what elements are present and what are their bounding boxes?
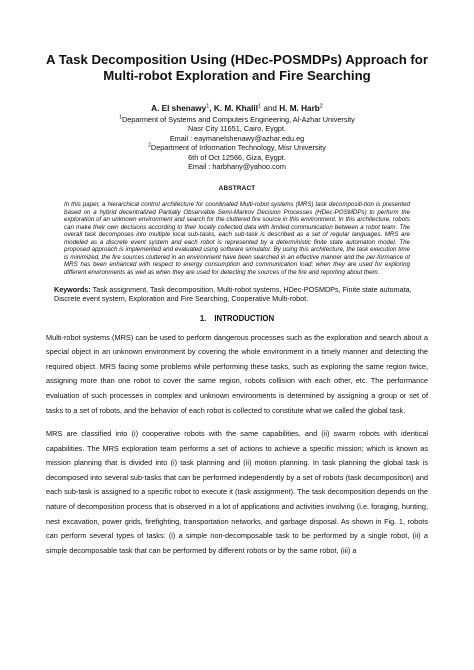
section-heading bbox=[46, 314, 428, 323]
keywords bbox=[54, 285, 420, 303]
affiliation-text: 6th of Oct 12566, Giza, Eygpt. bbox=[188, 152, 286, 162]
affiliation-text: Email : harbhany@yahoo.com bbox=[188, 162, 286, 172]
section-number: 1. bbox=[199, 313, 207, 323]
affiliation-text: Email : eaymanelshenawy@azhar.edu.eg bbox=[169, 133, 305, 143]
keywords-text: Task assignment, Task decomposition, Multi-robot systems, HDec-POSMDPs, Finite state automata, Discrete event system, Exploration and Fire Searching, Cooperative Multi-robot. bbox=[54, 284, 412, 303]
affiliation-text: Deparment of Systems and Computers Engineering, Al-Azhar University bbox=[121, 114, 355, 124]
author-sup: 1 bbox=[257, 103, 262, 110]
paper-title: A Task Decomposition Using (HDec-POSMDPs) Approach for Multi-robot Exploration and Fire Searching bbox=[46, 52, 428, 83]
affiliation-text: Department of Information Technology, Misr University bbox=[150, 143, 326, 153]
body-paragraph: Multi-robot systems (MRS) can be used to perform dangerous processes such as the exploration and search about a special object in an unknown environment by covering the whole environment in a timely manner and detecting the required object. MRS facing some problems while performing these tasks, such as exploring the same region twice, assigning more than one robot to cover the same region, robots collision with each other, etc. The performance evaluation of such processes in complex and unknown environments is determined by assigning a group or set of tasks to a set of robots, and the behavior of each robot is collected to constitute what we called the global task. bbox=[46, 332, 428, 415]
author-separator: , bbox=[209, 104, 214, 113]
affiliation-line bbox=[46, 143, 428, 153]
author-name: H. M. Harb bbox=[279, 104, 320, 113]
affiliations bbox=[46, 115, 428, 173]
author-sup: 1 bbox=[206, 103, 210, 110]
affiliation-email bbox=[46, 162, 428, 172]
keywords-label: Keywords: bbox=[54, 284, 91, 294]
abstract-heading: ABSTRACT bbox=[218, 185, 256, 193]
author-sup: 2 bbox=[319, 103, 323, 110]
affiliation-line bbox=[46, 115, 428, 125]
abstract-body: In this paper, a hierarchical control architecture for coordinated Multi-robot systems (MRS) task decompositi-tion is presented based on a hybrid decentralized Partially Observable Semi-Markov Decision Processes (HDec-POSMDPs) to perform the exploration of an unknown environment and search for the cluttered fire source in this environment. In this architecture, robots can make their own decisions according to their locally collected data with limited communication between a robot team. The overall task decomposes into multiple local sub-tasks, each sub-task is described as a set of regular languages. MRS are modeled as a discrete event system and each robot is represented by a deterministic finite state automaton model. The proposed approach is implemented and evaluated using software simulator. By using this architecture, the task execution time is minimized, the fire sources cluttered in an environment have been searched in an effective manner and the per-formance of MRS has been enhanced with respect to energy consumption and communication load; when they are used for exploring different environments as well as when they are used for detecting the sources of the fire and reporting about them. bbox=[64, 201, 410, 276]
affiliation-line bbox=[46, 153, 428, 163]
affiliation-email bbox=[46, 134, 428, 144]
body-paragraph: MRS are classified into (i) cooperative robots with the same capabilities, and (ii) swarm robots with identical capabilities. The MRS exploration team performs a set of actions to achieve a specific mission; which is known as mission planning that is divided into (i) task planning and (ii) motion planning. In task planning the global task is decomposed into several sub-tasks that can be performed independently by a set of robots (task decomposition) and each sub-task is assigned to a specific robot to execute it (task assignment). The task decomposition depends on the nature of decomposition process that is observed in a lot of applications and activities involving (i.e. foraging, hunting, nest excavation, power grids, firefighting, transportation networks, and garbage disposal. As shown in Fig. 1, robots can perform several types of tasks: (i) a simple non-decomposable task to be performed by a single robot, (ii) a simple decomposable task that can be performed by different robots or by the same robot, (iii) a bbox=[46, 429, 428, 555]
affiliation-sup: 1 bbox=[119, 114, 122, 121]
author-name: A. El shenawy bbox=[151, 104, 207, 113]
affiliation-line bbox=[46, 124, 428, 134]
affiliation-sup: 2 bbox=[148, 142, 151, 149]
affiliation-text: Nasr City 11651, Cairo, Eygpt. bbox=[187, 124, 286, 134]
author-separator: and bbox=[261, 104, 280, 113]
author-list bbox=[46, 104, 428, 115]
author-name: K. M. Khalil bbox=[213, 104, 258, 113]
section-title: INTRODUCTION bbox=[214, 313, 275, 323]
